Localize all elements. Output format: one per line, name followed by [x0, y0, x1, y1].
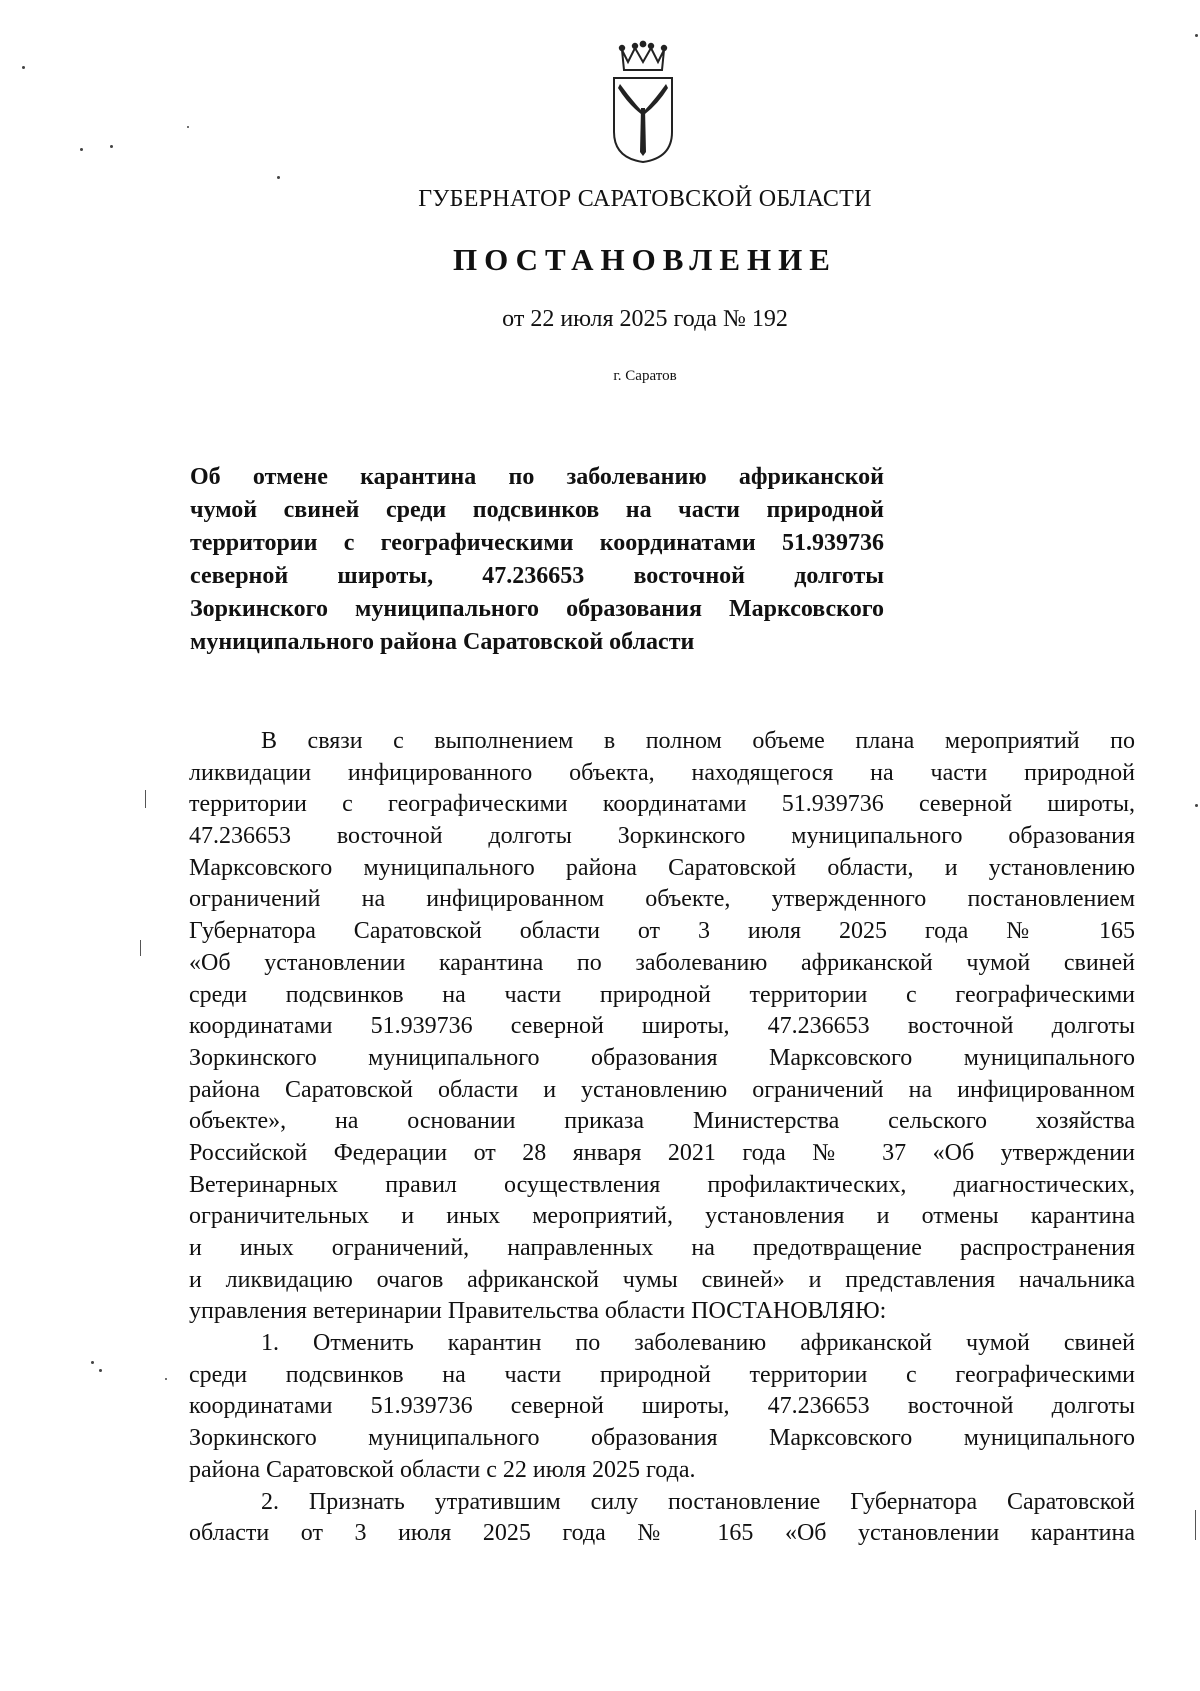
body-line: и иных ограничений, направленных на предотвращение распространения: [189, 1235, 1135, 1261]
coat-of-arms-icon: [608, 40, 678, 165]
subject-line: муниципального района Саратовской области: [190, 629, 695, 655]
scan-speck: [80, 148, 83, 151]
subject-line: Об отмене карантина по заболеванию африканской: [190, 464, 884, 490]
body-line: Зоркинского муниципального образования Марксовского муниципального: [189, 1044, 1135, 1071]
body-line: Марксовского муниципального района Саратовской области, и установлению: [189, 854, 1135, 881]
subject-line: северной широты, 47.236653 восточной долготы: [190, 563, 884, 589]
body-line: координатами 51.939736 северной широты, 47.236653 восточной долготы: [189, 1393, 1135, 1420]
body-line: управления ветеринарии Правительства области ПОСТАНОВЛЯЮ:: [189, 1298, 887, 1325]
scan-speck: [22, 66, 25, 69]
document-body: [189, 726, 1135, 1550]
body-line: объекте», на основании приказа Министерства сельского хозяйства: [189, 1108, 1135, 1135]
document-date-number: от 22 июля 2025 года № 192: [502, 306, 788, 332]
body-line: района Саратовской области с 22 июля 2025 года.: [189, 1456, 696, 1483]
body-line: «Об установлении карантина по заболеванию африканской чумой свиней: [189, 949, 1135, 976]
body-line: В связи с выполнением в полном объеме плана мероприятий по: [261, 728, 1135, 754]
body-line: Губернатора Саратовской области от 3 июля 2025 года № 165: [189, 918, 1135, 945]
document-place: г. Саратов: [613, 368, 677, 384]
body-line: Зоркинского муниципального образования Марксовского муниципального: [189, 1425, 1135, 1452]
body-line: среди подсвинков на части природной территории с географическими: [189, 1361, 1135, 1388]
body-line: среди подсвинков на части природной территории с географическими: [189, 981, 1135, 1008]
scan-speck: [110, 145, 113, 148]
body-line: 1. Отменить карантин по заболеванию африканской чумой свиней: [261, 1330, 1135, 1357]
scan-edge-mark: [140, 940, 141, 956]
body-line: 2. Признать утратившим силу постановление Губернатора Саратовской: [261, 1488, 1135, 1515]
scan-speck: [187, 126, 189, 128]
issuing-authority: ГУБЕРНАТОР САРАТОВСКОЙ ОБЛАСТИ: [418, 186, 872, 212]
scan-speck: [91, 1361, 94, 1364]
body-line: района Саратовской области и установлению ограничений на инфицированном: [189, 1076, 1135, 1103]
subject-line: территории с географическими координатами 51.939736: [190, 530, 884, 556]
subject-line: чумой свиней среди подсвинков на части природной: [190, 497, 884, 523]
document-type: ПОСТАНОВЛЕНИЕ: [453, 242, 837, 277]
body-line: области от 3 июля 2025 года № 165 «Об установлении карантина: [189, 1520, 1135, 1547]
scan-speck: [99, 1369, 102, 1372]
body-line: и ликвидацию очагов африканской чумы свиней» и представления начальника: [189, 1266, 1135, 1293]
scan-edge-mark: [145, 790, 146, 808]
body-line: ограничений на инфицированном объекте, утвержденного постановлением: [189, 886, 1135, 913]
scan-speck: [1195, 34, 1198, 37]
body-line: ограничительных и иных мероприятий, установления и отмены карантина: [189, 1203, 1135, 1230]
subject-line: Зоркинского муниципального образования Марксовского: [190, 596, 884, 622]
body-line: Ветеринарных правил осуществления профилактических, диагностических,: [189, 1171, 1135, 1198]
body-line: 47.236653 восточной долготы Зоркинского муниципального образования: [189, 823, 1135, 850]
body-line: территории с географическими координатами 51.939736 северной широты,: [189, 791, 1135, 818]
scan-speck: [1195, 804, 1198, 807]
body-line: ликвидации инфицированного объекта, находящегося на части природной: [189, 759, 1135, 786]
body-line: Российской Федерации от 28 января 2021 года № 37 «Об утверждении: [189, 1139, 1135, 1166]
scan-speck: [165, 1378, 167, 1380]
scan-edge-mark: [1195, 1510, 1196, 1540]
scan-speck: [277, 176, 280, 179]
document-subject: [190, 461, 884, 659]
body-line: координатами 51.939736 северной широты, 47.236653 восточной долготы: [189, 1013, 1135, 1040]
